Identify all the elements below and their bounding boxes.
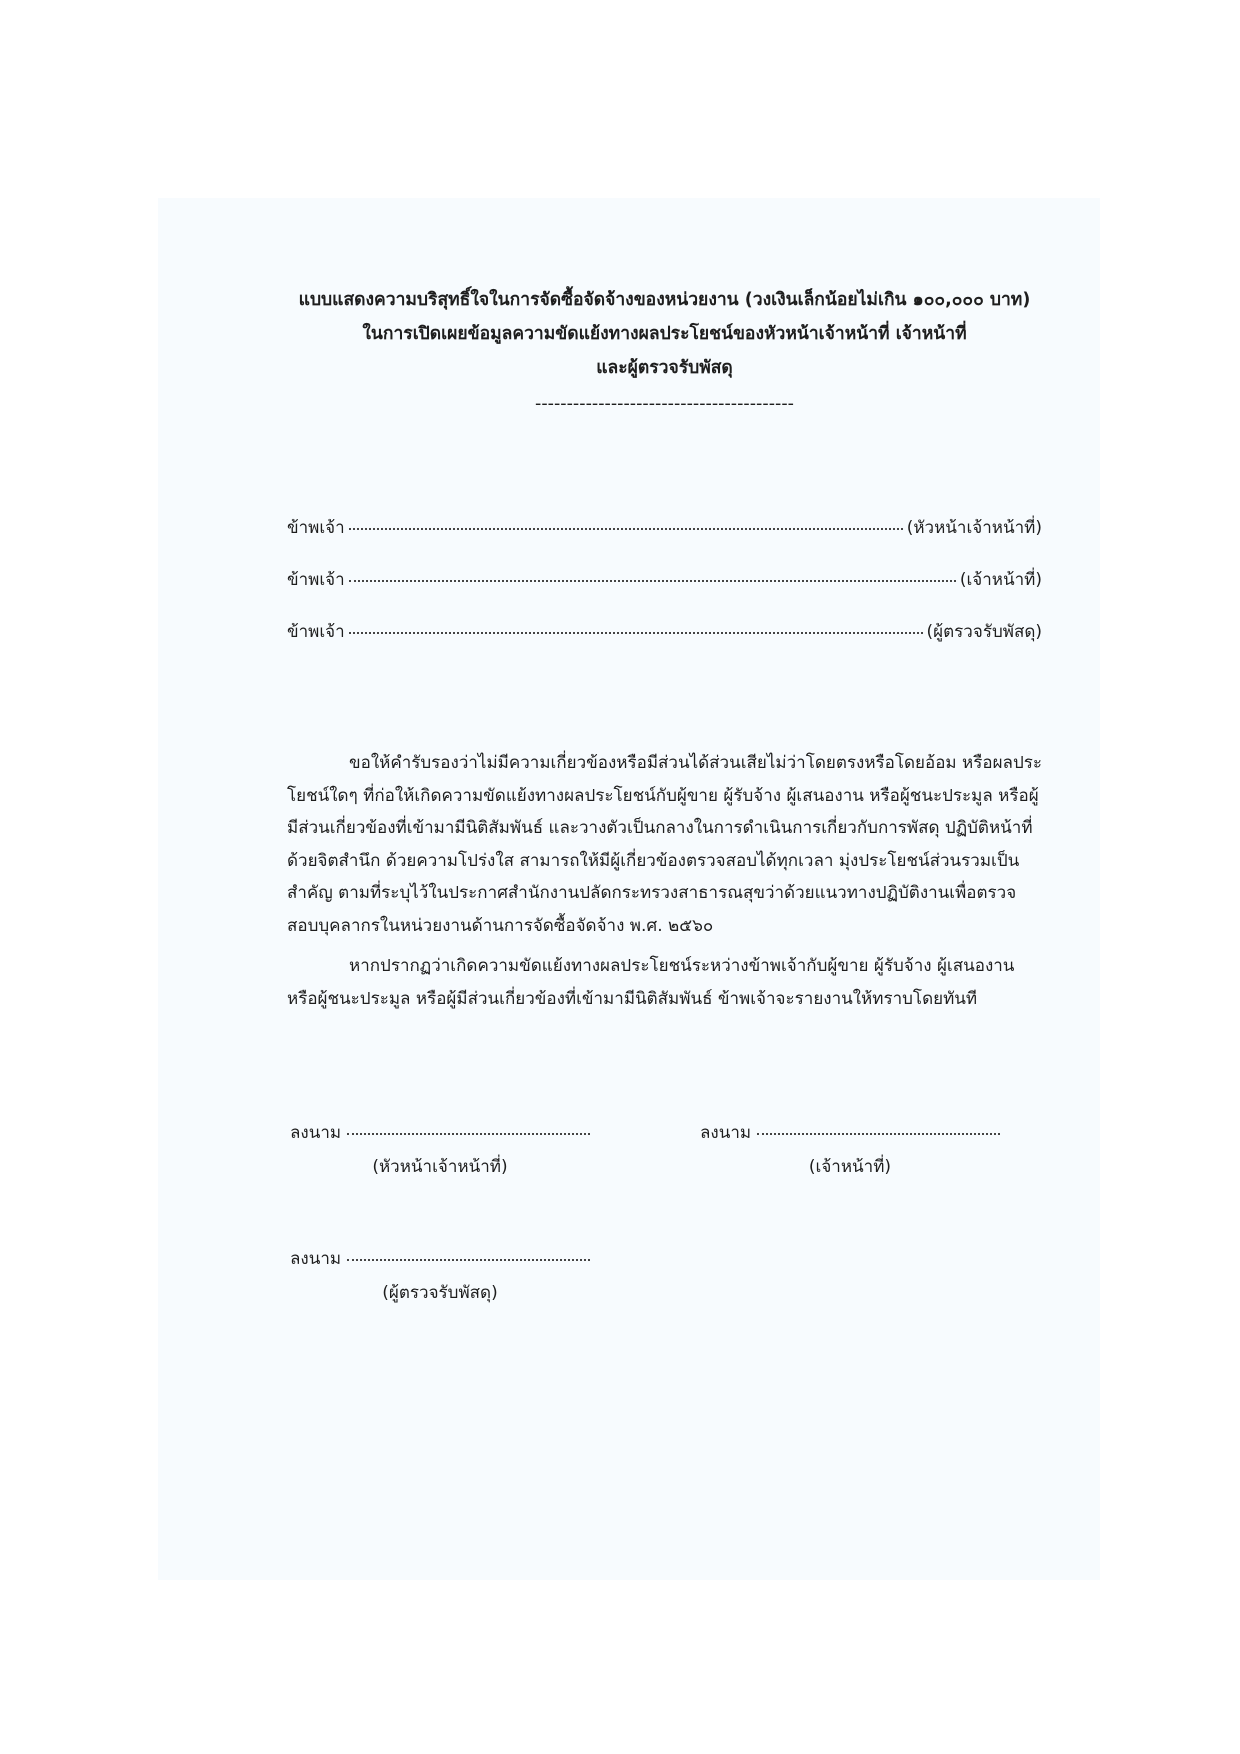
signature-label: ลงนาม: [290, 1249, 342, 1269]
declaration-label: ข้าพเจ้า: [287, 570, 345, 590]
signature-label: ลงนาม: [290, 1123, 342, 1143]
signature-role: (ผู้ตรวจรับพัสดุ): [382, 1283, 498, 1303]
title-line-3: และผู้ตรวจรับพัสดุ: [596, 358, 733, 378]
signature-inspector: [290, 1244, 590, 1308]
signature-role: (หัวหน้าเจ้าหน้าที่): [372, 1157, 508, 1177]
document-body: [287, 747, 1042, 1015]
declaration-role: (ผู้ตรวจรับพัสดุ): [926, 622, 1042, 642]
certification-paragraph: ขอให้คำรับรองว่าไม่มีความเกี่ยวข้องหรือมีส่วนได้ส่วนเสียไม่ว่าโดยตรงหรือโดยอ้อม หรือผลประโยชน์ใดๆ ที่ก่อให้เกิดความขัดแย้งทางผลประโยชน์กับผู้ขาย ผู้รับจ้าง ผู้เสนองาน หรือผู้ชนะประมูล หรือผู้มีส่วนเกี่ยวข้องที่เข้ามามีนิติสัมพันธ์ และวางตัวเป็นกลางในการดำเนินการเกี่ยวกับการพัสดุ ปฏิบัติหน้าที่ด้วยจิตสำนึก ด้วยความโปร่งใส สามารถให้มีผู้เกี่ยวข้องตรวจสอบได้ทุกเวลา มุ่งประโยชน์ส่วนรวมเป็นสำคัญ ตามที่ระบุไว้ในประกาศสำนักงานปลัดกระทรวงสาธารณสุขว่าด้วยแนวทางปฏิบัติงานเพื่อตรวจสอบบุคลากรในหน่วยงานด้านการจัดซื้อจัดจ้าง พ.ศ. ๒๕๖๐: [287, 753, 1042, 936]
signature-fill-line[interactable]: [347, 1259, 590, 1261]
signature-fill-line[interactable]: [757, 1133, 1000, 1135]
declaration-label: ข้าพเจ้า: [287, 622, 345, 642]
declaration-row-head-officer: [287, 511, 1042, 563]
signature-head-officer: [290, 1118, 590, 1182]
declaration-row-inspector: [287, 615, 1042, 667]
title-line-1: แบบแสดงความบริสุทธิ์ใจในการจัดซื้อจัดจ้างของหน่วยงาน (วงเงินเล็กน้อยไม่เกิน ๑๐๐,๐๐๐ บาท): [298, 290, 1031, 310]
name-fill-line[interactable]: [349, 631, 923, 634]
declaration-role: (เจ้าหน้าที่): [959, 570, 1042, 590]
name-fill-line[interactable]: [349, 527, 903, 530]
conflict-report-paragraph: หากปรากฏว่าเกิดความขัดแย้งทางผลประโยชน์ระหว่างข้าพเจ้ากับผู้ขาย ผู้รับจ้าง ผู้เสนองาน หรือผู้ชนะประมูล หรือผู้มีส่วนเกี่ยวข้องที่เข้ามามีนิติสัมพันธ์ ข้าพเจ้าจะรายงานให้ทราบโดยทันที: [287, 956, 1015, 1009]
signature-label: ลงนาม: [700, 1123, 752, 1143]
title-line-2: ในการเปิดเผยข้อมูลความขัดแย้งทางผลประโยชน์ของหัวหน้าเจ้าหน้าที่ เจ้าหน้าที่: [362, 324, 967, 344]
declaration-role: (หัวหน้าเจ้าหน้าที่): [906, 518, 1042, 538]
declaration-row-officer: [287, 563, 1042, 615]
name-fill-line[interactable]: [349, 579, 956, 582]
signature-officer: [700, 1118, 1000, 1182]
declaration-lines: [287, 511, 1042, 667]
signature-role: (เจ้าหน้าที่): [808, 1157, 892, 1177]
document-title: [287, 283, 1042, 421]
signature-fill-line[interactable]: [347, 1133, 590, 1135]
document-content: [287, 283, 1042, 1015]
title-underline: -----------------------------------------: [535, 394, 794, 414]
declaration-label: ข้าพเจ้า: [287, 518, 345, 538]
